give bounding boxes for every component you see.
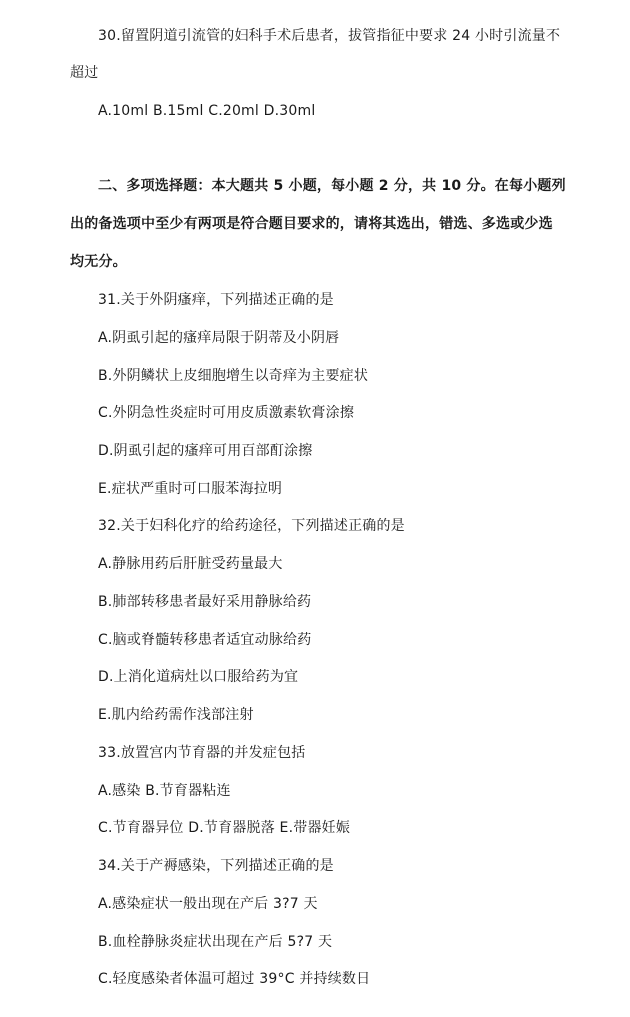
section2-heading-line1: 二、多项选择题：本大题共 5 小题，每小题 2 分，共 10 分。在每小题列 [98,178,566,194]
section2-heading-line3: 均无分。 [70,254,127,270]
q32-option-a: A.静脉用药后肝脏受药量最大 [98,556,283,572]
q30-stem-line1: 30.留置阴道引流管的妇科手术后患者，拔管指征中要求 24 小时引流量不 [98,28,561,44]
q33-options-ab: A.感染 B.节育器粘连 [98,783,231,799]
q31-option-e: E.症状严重时可口服苯海拉明 [98,481,283,497]
q32-option-b: B.肺部转移患者最好采用静脉给药 [98,594,312,610]
q32-option-d: D.上消化道病灶以口服给药为宜 [98,669,299,685]
q34-stem: 34.关于产褥感染，下列描述正确的是 [98,858,334,874]
section2-heading-line2: 出的备选项中至少有两项是符合题目要求的，请将其选出，错选、多选或少选 [70,216,553,232]
q31-stem: 31.关于外阴瘙痒，下列描述正确的是 [98,292,334,308]
q30-stem-line2: 超过 [70,65,99,81]
q34-option-a: A.感染症状一般出现在产后 3?7 天 [98,896,318,912]
q31-option-b: B.外阴鳞状上皮细胞增生以奇痒为主要症状 [98,368,369,384]
q32-option-c: C.脑或脊髓转移患者适宜动脉给药 [98,632,312,648]
q32-option-e: E.肌内给药需作浅部注射 [98,707,254,723]
q34-option-b: B.血栓静脉炎症状出现在产后 5?7 天 [98,934,333,950]
q31-option-d: D.阴虱引起的瘙痒可用百部酊涂擦 [98,443,313,459]
q31-option-a: A.阴虱引起的瘙痒局限于阴蒂及小阴唇 [98,330,340,346]
q30-options: A.10ml B.15ml C.20ml D.30ml [98,103,316,119]
q33-stem: 33.放置宫内节育器的并发症包括 [98,745,306,761]
q33-options-cde: C.节育器异位 D.节育器脱落 E.带器妊娠 [98,820,351,836]
q31-option-c: C.外阴急性炎症时可用皮质激素软膏涂擦 [98,405,355,421]
q32-stem: 32.关于妇科化疗的给药途径，下列描述正确的是 [98,518,405,534]
q34-option-c: C.轻度感染者体温可超过 39°C 并持续数日 [98,971,371,987]
